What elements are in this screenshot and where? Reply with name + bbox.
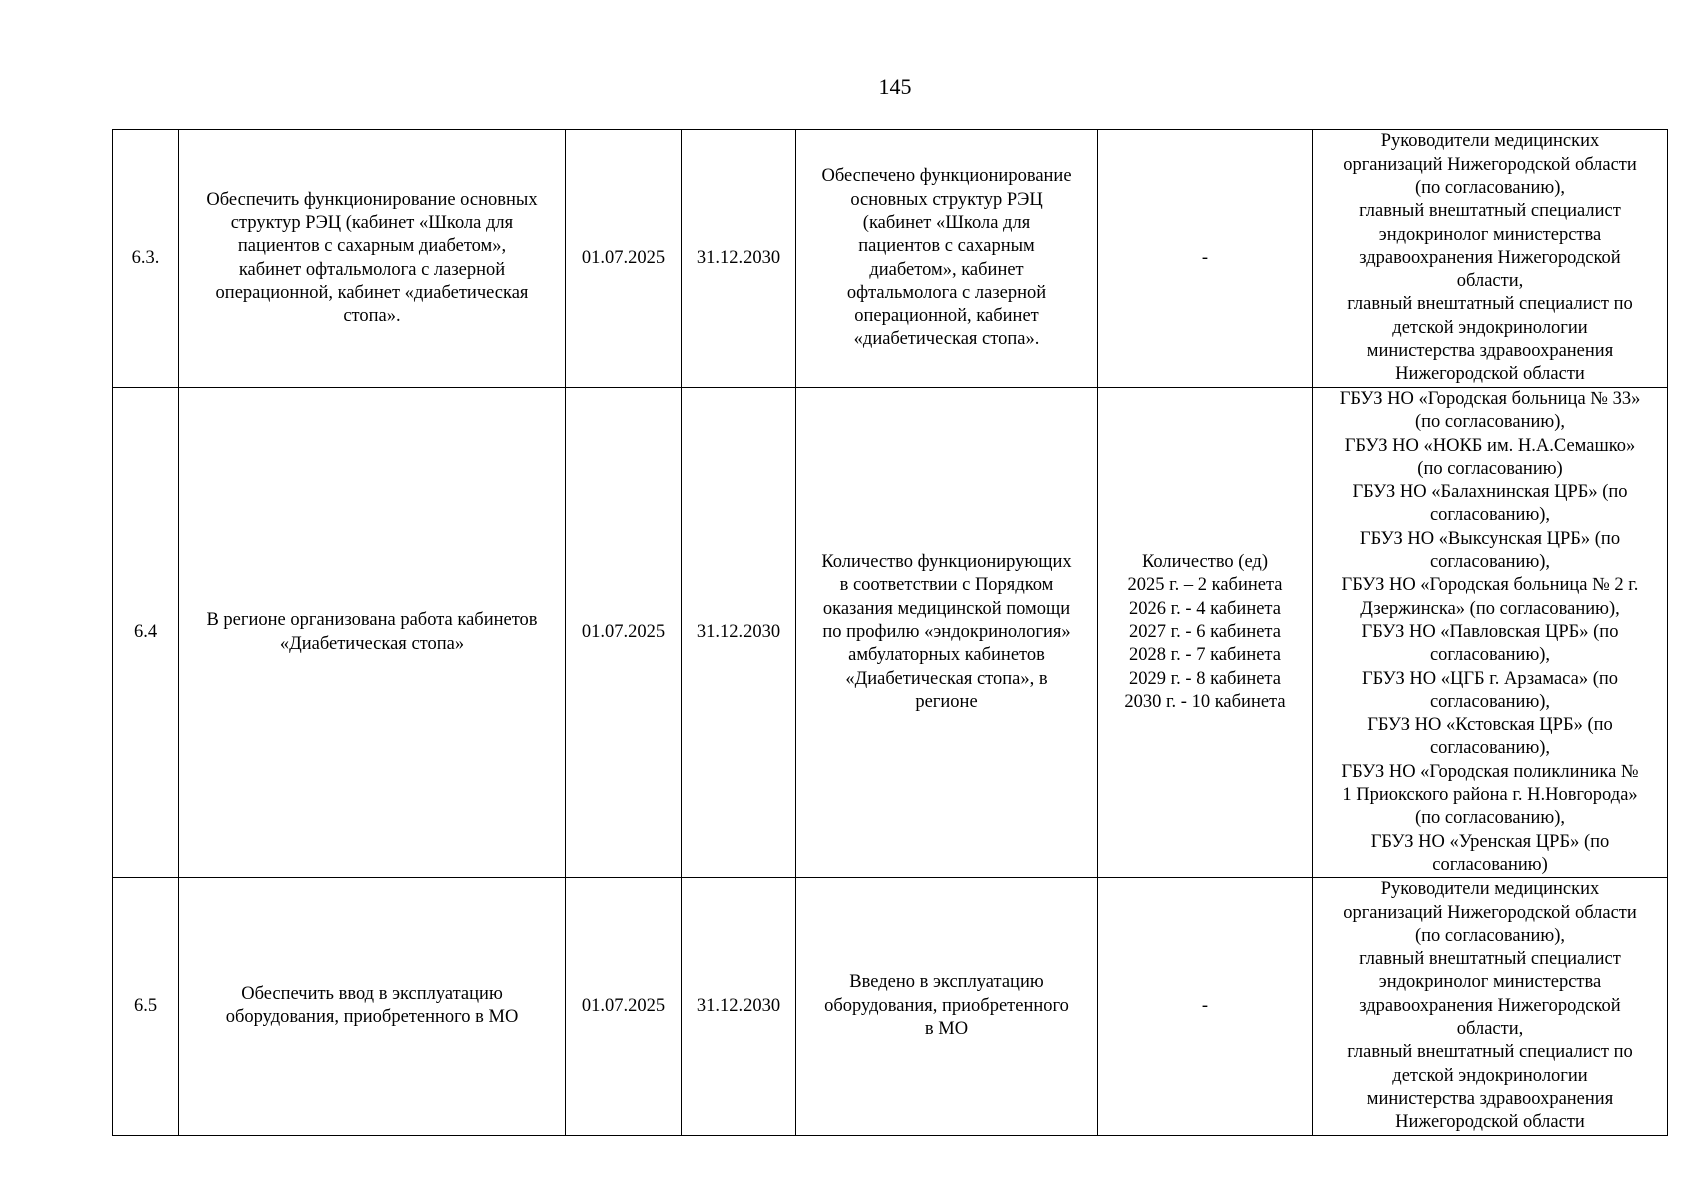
cell-line: 1 Приокского района г. Н.Новгорода»: [1342, 785, 1638, 806]
cell-line: главный внештатный специалист по: [1347, 1042, 1633, 1063]
cell-line: В регионе организована работа кабинетов: [206, 610, 538, 631]
indicator-cell: [1098, 878, 1313, 1135]
cell-line: Руководители медицинских: [1380, 131, 1600, 152]
row-number-cell: 6.4: [113, 388, 179, 878]
cell-line: согласованию),: [1429, 691, 1551, 712]
page-number: 145: [878, 74, 912, 99]
cell-line: главный внештатный специалист: [1359, 201, 1621, 222]
cell-line: -: [1201, 247, 1209, 268]
cell-line: Количество (ед): [1141, 552, 1268, 573]
cell-line: Дзержинска» (по согласованию),: [1360, 598, 1620, 619]
cell-line: согласованию),: [1429, 645, 1551, 666]
start-date-cell: 01.07.2025: [566, 878, 682, 1135]
cell-line: области,: [1456, 1019, 1524, 1040]
cell-line: 2026 г. - 4 кабинета: [1129, 598, 1281, 619]
start-date-cell: 01.07.2025: [566, 388, 682, 878]
cell-line: Обеспечить функционирование основных: [206, 189, 538, 210]
event-cell: [179, 878, 566, 1135]
cell-line: (кабинет «Школа для: [862, 212, 1031, 233]
cell-line: Количество функционирующих: [821, 552, 1072, 573]
cell-line: в соответствии с Порядком: [839, 575, 1054, 596]
cell-line: структур РЭЦ (кабинет «Школа для: [230, 212, 514, 233]
cell-line: организаций Нижегородской области: [1343, 154, 1637, 175]
cell-line: детской эндокринологии: [1392, 1065, 1588, 1086]
result-cell: [796, 878, 1098, 1135]
cell-line: офтальмолога с лазерной: [846, 282, 1047, 303]
cell-line: 2029 г. - 8 кабинета: [1129, 668, 1281, 689]
table-row-6-3: [113, 130, 1668, 388]
cell-line: в МО: [924, 1019, 969, 1040]
cell-line: кабинет офтальмолога с лазерной: [238, 259, 506, 280]
cell-line: 2025 г. – 2 кабинета: [1127, 575, 1283, 596]
cell-line: «Диабетическая стопа», в: [845, 668, 1048, 689]
cell-line: стопа».: [343, 306, 401, 327]
cell-line: Обеспечено функционирование: [821, 166, 1072, 187]
cell-line: (по согласованию),: [1414, 177, 1566, 198]
cell-line: «Диабетическая стопа»: [279, 633, 465, 654]
cell-line: операционной, кабинет «диабетическая: [215, 282, 529, 303]
cell-line: основных структур РЭЦ: [850, 189, 1043, 210]
indicator-cell: [1098, 388, 1313, 878]
cell-line: ГБУЗ НО «ЦГБ г. Арзамаса» (по: [1361, 668, 1619, 689]
cell-line: главный внештатный специалист по: [1347, 294, 1633, 315]
cell-line: (по согласованию): [1417, 458, 1563, 479]
indicator-cell: [1098, 130, 1313, 388]
table-row-6-4: [113, 388, 1668, 878]
cell-line: главный внештатный специалист: [1359, 949, 1621, 970]
cell-line: Нижегородской области: [1395, 1112, 1585, 1133]
responsible-cell: [1313, 388, 1668, 878]
cell-line: ГБУЗ НО «Павловская ЦРБ» (по: [1361, 621, 1619, 642]
table-row-6-5: [113, 878, 1668, 1135]
responsible-cell: [1313, 130, 1668, 388]
end-date-cell: 31.12.2030: [682, 130, 796, 388]
cell-line: диабетом», кабинет: [869, 259, 1024, 280]
cell-line: оказания медицинской помощи: [822, 598, 1071, 619]
cell-line: ГБУЗ НО «Кстовская ЦРБ» (по: [1367, 715, 1613, 736]
cell-line: 2027 г. - 6 кабинета: [1129, 621, 1281, 642]
cell-line: Руководители медицинских: [1380, 879, 1600, 900]
cell-line: здравоохранения Нижегородской: [1359, 995, 1621, 1016]
end-date-cell: 31.12.2030: [682, 878, 796, 1135]
cell-line: ГБУЗ НО «Городская больница № 33»: [1339, 389, 1641, 409]
cell-line: (по согласованию),: [1414, 412, 1566, 433]
event-cell: [179, 130, 566, 388]
cell-line: ГБУЗ НО «Городская больница № 2 г.: [1341, 575, 1639, 596]
cell-line: операционной, кабинет: [854, 306, 1039, 327]
cell-line: ГБУЗ НО «Уренская ЦРБ» (по: [1370, 831, 1610, 852]
cell-line: оборудования, приобретенного: [824, 995, 1069, 1016]
cell-line: Введено в эксплуатацию: [849, 972, 1044, 993]
cell-line: здравоохранения Нижегородской: [1359, 247, 1621, 268]
cell-line: оборудования, приобретенного в МО: [225, 1007, 519, 1028]
cell-line: области,: [1456, 271, 1524, 292]
cell-line: ГБУЗ НО «Балахнинская ЦРБ» (по: [1352, 482, 1628, 503]
cell-line: (по согласованию),: [1414, 808, 1566, 829]
cell-line: пациентов с сахарным: [858, 236, 1035, 257]
row-number-cell: 6.3.: [113, 130, 179, 388]
cell-line: -: [1201, 995, 1209, 1016]
cell-line: амбулаторных кабинетов: [848, 645, 1045, 666]
cell-line: согласованию),: [1429, 505, 1551, 526]
result-cell: [796, 388, 1098, 878]
cell-line: детской эндокринологии: [1392, 317, 1588, 338]
cell-line: по профилю «эндокринология»: [822, 621, 1071, 642]
cell-line: эндокринолог министерства: [1378, 972, 1602, 993]
cell-line: (по согласованию),: [1414, 925, 1566, 946]
cell-line: ГБУЗ НО «НОКБ им. Н.А.Семашко»: [1344, 435, 1636, 456]
start-date-cell: 01.07.2025: [566, 130, 682, 388]
cell-line: Обеспечить ввод в эксплуатацию: [241, 984, 503, 1005]
result-cell: [796, 130, 1098, 388]
cell-line: пациентов с сахарным диабетом»,: [237, 236, 507, 257]
cell-line: ГБУЗ НО «Городская поликлиника №: [1341, 761, 1639, 782]
responsible-cell: [1313, 878, 1668, 1135]
cell-line: эндокринолог министерства: [1378, 224, 1602, 245]
cell-line: ГБУЗ НО «Выксунская ЦРБ» (по: [1359, 528, 1621, 549]
cell-line: министерства здравоохранения: [1366, 1088, 1614, 1109]
cell-line: 2030 г. - 10 кабинета: [1124, 691, 1286, 712]
cell-line: 2028 г. - 7 кабинета: [1129, 645, 1281, 666]
cell-line: Нижегородской области: [1395, 364, 1585, 385]
plan-table: [112, 129, 1668, 1136]
cell-line: согласованию),: [1429, 738, 1551, 759]
cell-line: согласованию): [1432, 854, 1548, 875]
cell-line: организаций Нижегородской области: [1343, 902, 1637, 923]
event-cell: [179, 388, 566, 878]
end-date-cell: 31.12.2030: [682, 388, 796, 878]
cell-line: «диабетическая стопа».: [853, 329, 1040, 350]
cell-line: министерства здравоохранения: [1366, 341, 1614, 362]
row-number-cell: 6.5: [113, 878, 179, 1135]
cell-line: регионе: [915, 691, 978, 712]
cell-line: согласованию),: [1429, 552, 1551, 573]
